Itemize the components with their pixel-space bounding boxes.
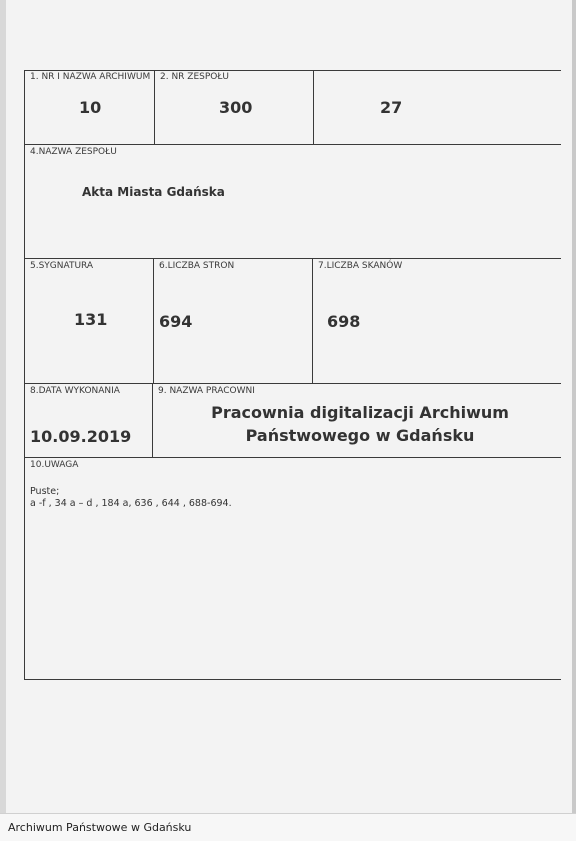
field-label-fonds-number: 2. NR ZESPOŁU bbox=[160, 72, 230, 82]
grid-line bbox=[154, 70, 155, 144]
page-count: 694 bbox=[159, 312, 193, 331]
field-label-signature: 5.SYGNATURA bbox=[30, 261, 94, 271]
workshop-name: Pracownia digitalizacji Archiwum Państwowego w Gdańsku bbox=[211, 403, 509, 445]
fonds-subnumber: 27 bbox=[380, 98, 403, 117]
grid-line bbox=[312, 258, 313, 383]
scan-shadow bbox=[572, 0, 576, 820]
grid-line bbox=[24, 383, 561, 384]
grid-line bbox=[152, 383, 153, 457]
field-label-note: 10.UWAGA bbox=[30, 460, 79, 470]
grid-line bbox=[24, 679, 561, 680]
field-label-workshop: 9. NAZWA PRACOWNI bbox=[158, 386, 255, 396]
field-label-date: 8.DATA WYKONANIA bbox=[30, 386, 120, 396]
fonds-name: Akta Miasta Gdańska bbox=[82, 185, 225, 199]
footer-credit: Archiwum Państwowe w Gdańsku bbox=[8, 821, 192, 834]
note-line-2: a -f , 34 a – d , 184 a, 636 , 644 , 688-694. bbox=[30, 498, 232, 509]
fonds-number: 300 bbox=[219, 98, 253, 117]
note-line-1: Puste; bbox=[30, 486, 60, 497]
archive-number: 10 bbox=[79, 98, 102, 117]
footer-bar bbox=[0, 813, 576, 841]
grid-line bbox=[24, 144, 561, 145]
grid-line bbox=[24, 457, 561, 458]
field-label-archive: 1. NR I NAZWA ARCHIWUM bbox=[30, 72, 151, 82]
grid-line bbox=[313, 70, 314, 144]
grid-line bbox=[24, 70, 561, 71]
grid-line bbox=[24, 70, 25, 679]
execution-date: 10.09.2019 bbox=[30, 427, 132, 446]
scan-count: 698 bbox=[327, 312, 361, 331]
signature: 131 bbox=[74, 310, 108, 329]
field-label-scan-count: 7.LICZBA SKANÓW bbox=[318, 261, 403, 271]
field-label-fonds-name: 4.NAZWA ZESPOŁU bbox=[30, 147, 117, 157]
grid-line bbox=[24, 258, 561, 259]
grid-line bbox=[153, 258, 154, 383]
field-label-page-count: 6.LICZBA STRON bbox=[159, 261, 235, 271]
